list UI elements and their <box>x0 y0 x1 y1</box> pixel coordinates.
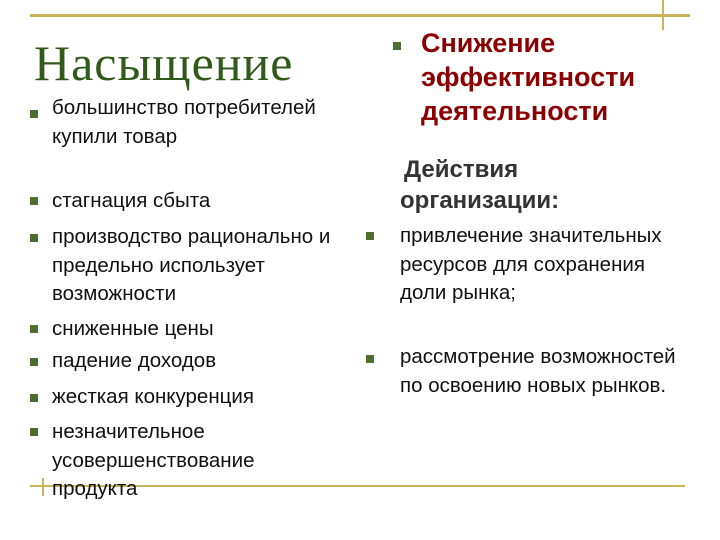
right-heading-line-2: эффективности <box>421 62 636 92</box>
right-item-2: рассмотрение возможностей по освоению новых рынков. <box>400 345 676 397</box>
bullet-icon <box>30 428 38 436</box>
bullet-icon <box>366 355 374 363</box>
right-heading-line-3: деятельности <box>421 96 609 126</box>
bullet-icon <box>30 110 38 118</box>
bullet-icon <box>366 232 374 240</box>
top-rule <box>30 14 690 17</box>
left-item-3: производство рационально и предельно использует возможности <box>52 225 331 305</box>
actions-title-line-1: Действия <box>404 156 519 183</box>
bottom-rule-tick <box>42 478 44 496</box>
right-heading-line-1: Снижение <box>421 28 556 58</box>
left-item-2: стагнация сбыта <box>52 189 211 212</box>
left-item-6: жесткая конкуренция <box>52 385 254 408</box>
left-item-4: сниженные цены <box>52 317 214 340</box>
bullet-icon <box>393 42 401 50</box>
bullet-icon <box>30 325 38 333</box>
left-item-7: незначительное усовершенствование продукта <box>52 420 255 500</box>
bullet-icon <box>30 197 38 205</box>
left-item-5: падение доходов <box>52 349 217 372</box>
right-item-1: привлечение значительных ресурсов для сохранения доли рынка; <box>400 224 662 304</box>
left-item-1: большинство потребителей купили товар <box>52 96 316 148</box>
actions-title <box>400 154 559 216</box>
bullet-icon <box>30 394 38 402</box>
slide-title: Насыщение <box>34 35 294 91</box>
bullet-icon <box>30 358 38 366</box>
bullet-icon <box>30 234 38 242</box>
actions-title-line-2: организации: <box>400 187 560 214</box>
top-rule-tick <box>662 0 664 30</box>
